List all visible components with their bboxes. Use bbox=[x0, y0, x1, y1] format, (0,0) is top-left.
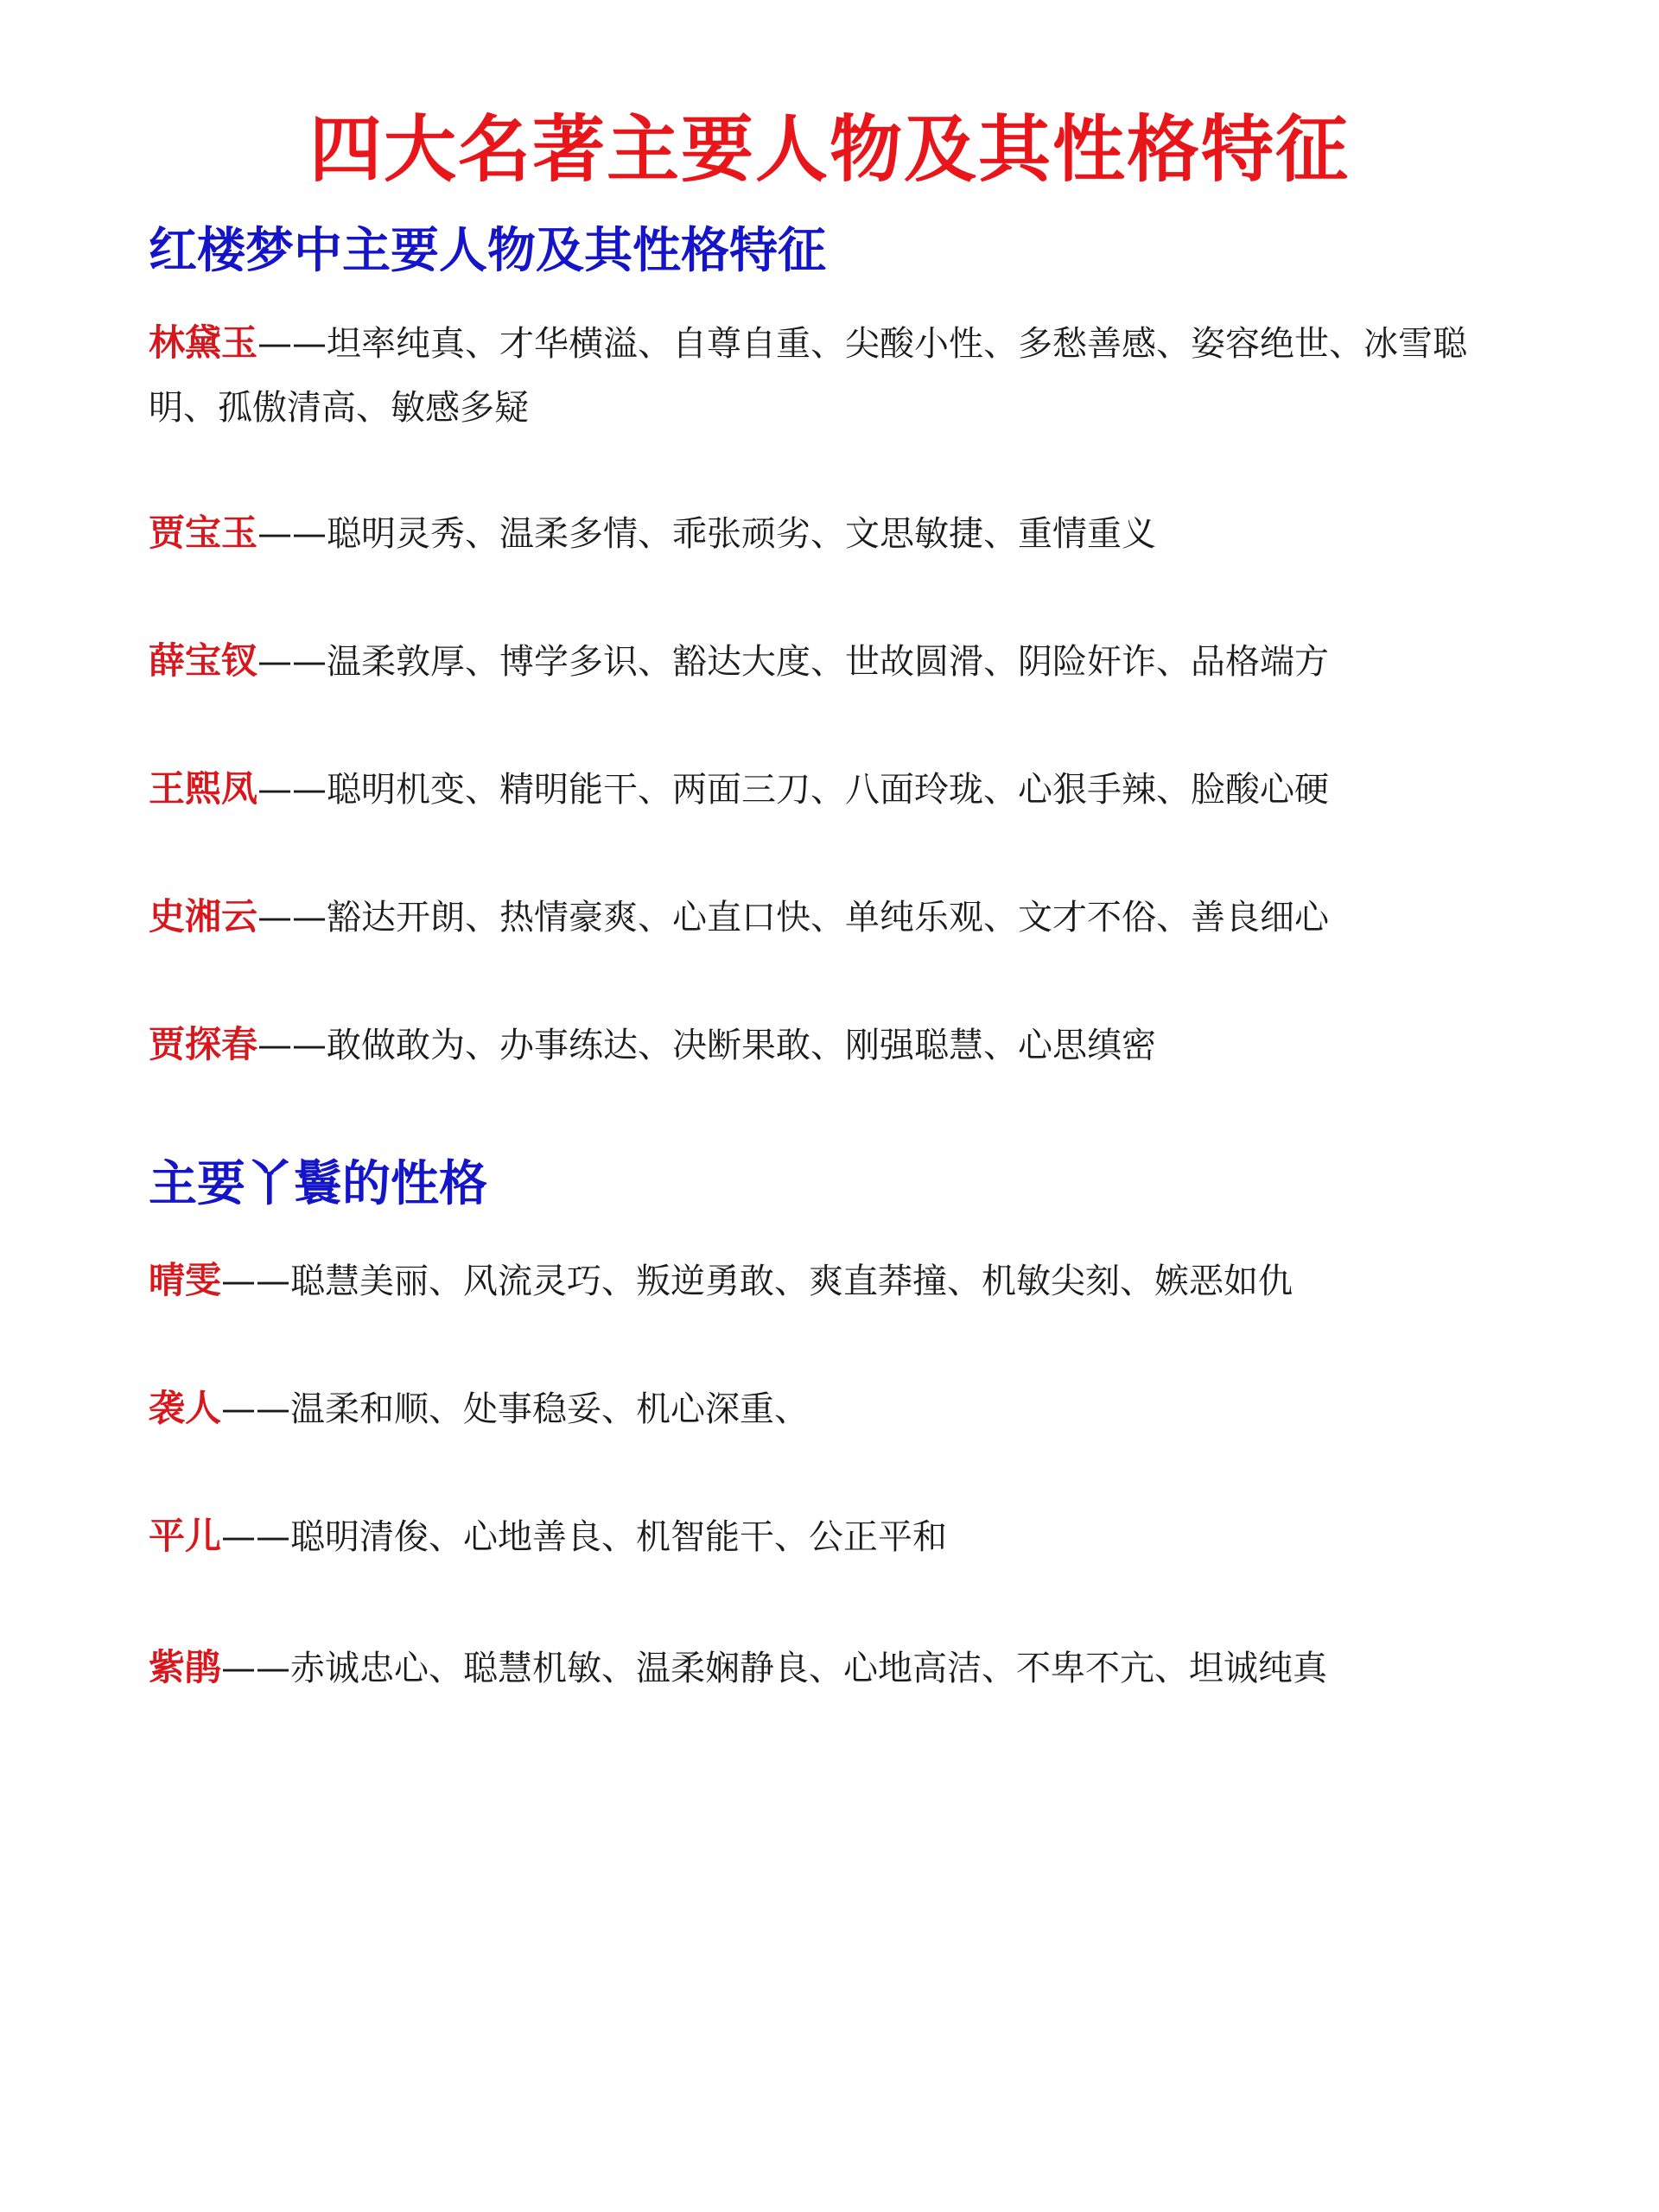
character-entry-jia-baoyu bbox=[149, 501, 1531, 566]
character-traits: 聪明灵秀、温柔多情、乖张顽劣、文思敏捷、重情重义 bbox=[327, 514, 1157, 554]
separator: —— bbox=[257, 324, 327, 364]
character-name: 薛宝钗 bbox=[149, 639, 258, 682]
character-entry-wang-xifeng bbox=[149, 757, 1531, 822]
section-heading-maids: 主要丫鬟的性格 bbox=[149, 1156, 487, 1212]
separator: —— bbox=[221, 1262, 291, 1301]
character-entry-lin-daiyu bbox=[149, 311, 1531, 440]
character-name: 史湘云 bbox=[149, 895, 258, 938]
character-traits: 温柔敦厚、博学多识、豁达大度、世故圆滑、阴险奸诈、品格端方 bbox=[327, 642, 1330, 682]
page-title: 四大名著主要人物及其性格特征 bbox=[308, 107, 1350, 192]
separator: —— bbox=[257, 770, 327, 810]
character-traits: 聪慧美丽、风流灵巧、叛逆勇敢、爽直莽撞、机敏尖刻、嫉恶如仇 bbox=[290, 1262, 1294, 1301]
separator: —— bbox=[221, 1517, 291, 1557]
character-entry-xue-baochai bbox=[149, 629, 1531, 694]
separator: —— bbox=[257, 898, 327, 938]
separator: —— bbox=[257, 1026, 327, 1065]
character-traits: 温柔和顺、处事稳妥、机心深重、 bbox=[290, 1389, 810, 1429]
separator: —— bbox=[257, 642, 327, 682]
character-traits: 豁达开朗、热情豪爽、心直口快、单纯乐观、文才不俗、善良细心 bbox=[327, 898, 1330, 938]
character-entry-qingwen bbox=[149, 1249, 1531, 1313]
character-name: 贾探春 bbox=[149, 1023, 258, 1065]
character-name: 贾宝玉 bbox=[149, 512, 258, 554]
character-entry-pinger bbox=[149, 1504, 1531, 1569]
character-name: 晴雯 bbox=[149, 1259, 222, 1301]
character-traits: 敢做敢为、办事练达、决断果敢、刚强聪慧、心思缜密 bbox=[327, 1026, 1157, 1065]
separator: —— bbox=[221, 1389, 291, 1429]
character-name: 林黛玉 bbox=[149, 321, 258, 364]
character-traits: 坦率纯真、才华横溢、自尊自重、尖酸小性、多愁善感、姿容绝世、冰雪聪明、孤傲清高、敏感多疑 bbox=[149, 324, 1468, 428]
character-entry-zijuan bbox=[149, 1636, 1531, 1700]
separator: —— bbox=[257, 514, 327, 554]
character-name: 袭人 bbox=[149, 1387, 222, 1429]
character-traits: 聪明清俊、心地善良、机智能干、公正平和 bbox=[290, 1517, 948, 1557]
separator: —— bbox=[221, 1649, 291, 1688]
section-heading-hongloumeng: 红楼梦中主要人物及其性格特征 bbox=[149, 223, 826, 279]
character-name: 紫鹃 bbox=[149, 1646, 222, 1688]
character-name: 平儿 bbox=[149, 1515, 222, 1557]
character-entry-shi-xiangyun bbox=[149, 885, 1531, 950]
character-traits: 聪明机变、精明能干、两面三刀、八面玲珑、心狠手辣、脸酸心硬 bbox=[327, 770, 1330, 810]
character-name: 王熙凤 bbox=[149, 767, 258, 810]
character-entry-xiren bbox=[149, 1376, 1531, 1441]
character-entry-jia-tanchun bbox=[149, 1013, 1531, 1077]
character-traits: 赤诚忠心、聪慧机敏、温柔娴静良、心地高洁、不卑不亢、坦诚纯真 bbox=[290, 1649, 1328, 1688]
